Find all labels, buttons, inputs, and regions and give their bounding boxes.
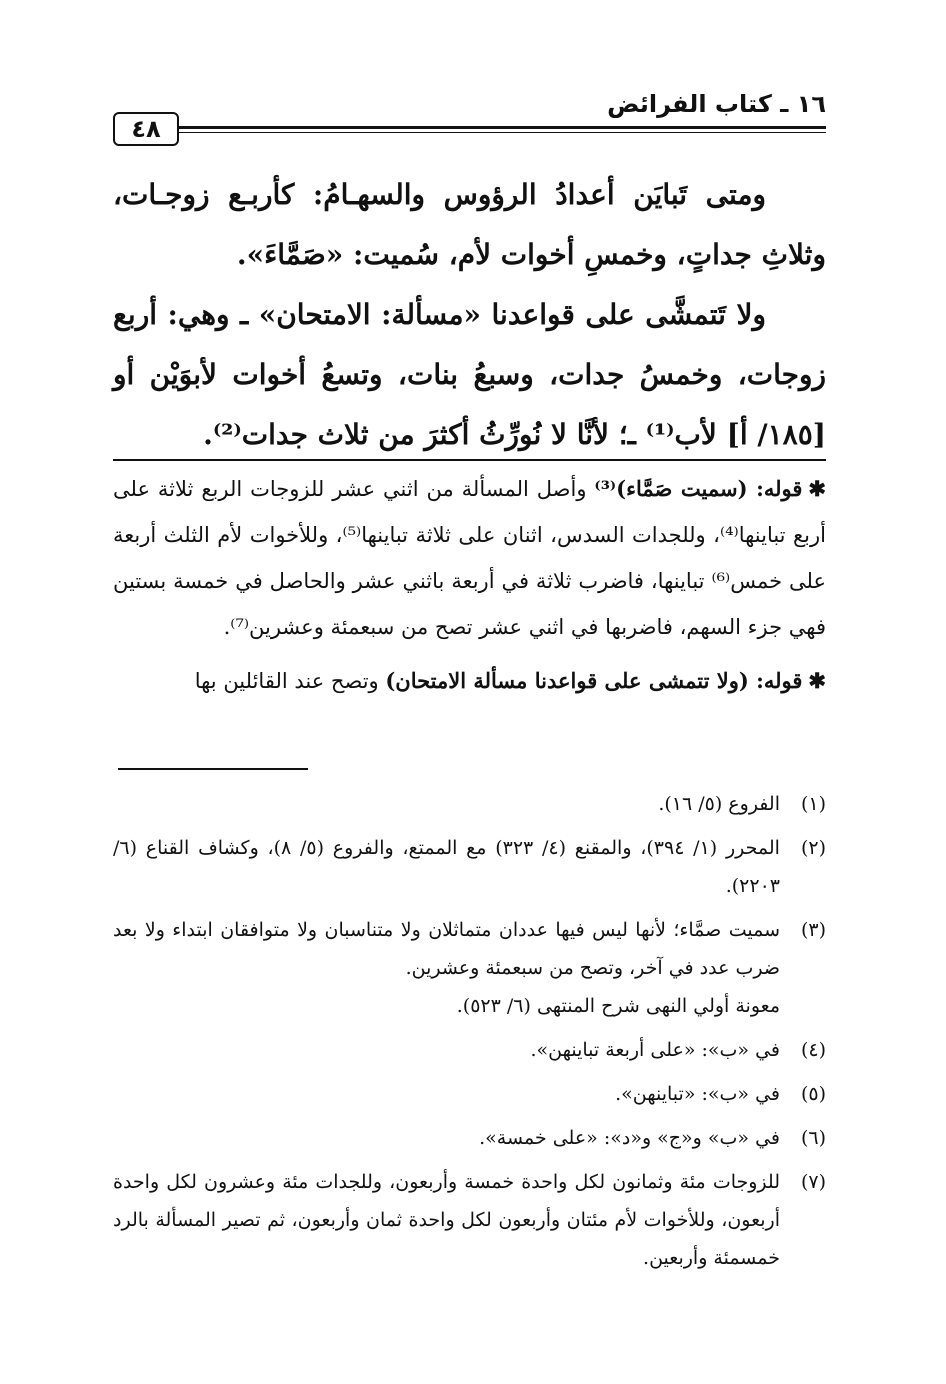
commentary-paragraph bbox=[113, 658, 826, 704]
footnote-number: (٦) bbox=[800, 1127, 826, 1149]
commentary-paragraph bbox=[113, 466, 826, 650]
page-header bbox=[113, 78, 826, 148]
page-number: ٤٨ bbox=[113, 112, 179, 146]
footnote-number: (٥) bbox=[800, 1083, 826, 1105]
commentary-text: وتصح عند القائلين بها bbox=[194, 669, 386, 693]
footnote-text: في «ب» و«ج» و«د»: «على خمسة». bbox=[479, 1127, 780, 1149]
commentary bbox=[113, 466, 826, 712]
commentary-text: وأصل المسألة من اثني عشر للزوجات الربع ثلاثة على أربع تباينها⁽⁴⁾، وللجدات السدس، اثنان على ثلاثة تباينها⁽⁵⁾، وللأخوات لأم الثلث أربعة على خمس⁽⁶⁾ تباينها، فاضرب ثلاثة في أربعة باثني عشر والحاصل في خمسة بستين فهي جزء السهم، فاضربها في اثني عشر تصح من سبعمئة وعشرين⁽⁷⁾. bbox=[113, 477, 827, 639]
footnote-number: (١) bbox=[800, 793, 826, 815]
footnote-text: الفروع (٥/ ١٦). bbox=[658, 793, 780, 815]
footnote bbox=[113, 1119, 826, 1157]
footnote-text: المحرر (١/ ٣٩٤)، والمقنع (٤/ ٣٢٣) مع الممتع، والفروع (٥/ ٨)، وكشاف القناع (٦/ ٢٢٠٣). bbox=[113, 837, 780, 897]
commentary-lead: قوله: (سميت صَمَّاء)⁽³⁾ bbox=[594, 476, 803, 501]
commentary-lead: قوله: (ولا تتمشى على قواعدنا مسألة الامتحان) bbox=[385, 668, 803, 693]
footnote-rule bbox=[118, 768, 308, 770]
footnote bbox=[113, 1163, 826, 1277]
footnote bbox=[113, 1075, 826, 1113]
footnote-text: للزوجات مئة وثمانون لكل واحدة خمسة وأربعون، وللجدات مئة وعشرون لكل واحدة أربعون، وللأخوات لأم مئتان وأربعون لكل واحدة ثمان وأربعون، ثم تصير المسألة بالرد خمسمئة وأربعين. bbox=[113, 1171, 780, 1269]
footnote-number: (٧) bbox=[800, 1171, 826, 1193]
asterisk-icon: ✱ bbox=[808, 476, 827, 501]
footnote bbox=[113, 1031, 826, 1069]
running-title: ١٦ ـ كتاب الفرائض bbox=[607, 90, 826, 118]
footnote bbox=[113, 785, 826, 823]
footnotes bbox=[113, 785, 826, 1283]
footnote-number: (٤) bbox=[800, 1039, 826, 1061]
footnote-number: (٢) bbox=[800, 837, 826, 859]
main-paragraph: ولا تَتمشَّى على قواعدنا «مسألة: الامتحان» ـ وهي: أربع زوجات، وخمسُ جدات، وسبعُ بنات، وتسعُ أخوات لأبوَيْن أو [١٨٥/ أ] لأب⁽¹⁾ ـ؛ لأنَّا لا نُورِّثُ أكثرَ من ثلاث جدات⁽²⁾. bbox=[113, 298, 826, 451]
footnote-source: معونة أولي النهى شرح المنتهى (٦/ ٥٢٣). bbox=[456, 995, 780, 1017]
footnote-text: في «ب»: «على أربعة تباينهن». bbox=[530, 1039, 780, 1061]
section-divider bbox=[113, 459, 826, 461]
footnote bbox=[113, 829, 826, 905]
footnote bbox=[113, 911, 826, 1025]
header-rule bbox=[113, 126, 826, 133]
asterisk-icon: ✱ bbox=[808, 668, 826, 693]
main-text bbox=[113, 165, 826, 465]
main-paragraph: ومتى تَبايَن أعدادُ الرؤوس والسهـامُ: كأربـع زوجـات، وثلاثِ جداتٍ، وخمسِ أخوات لأم، سُميت: «صَمَّاءَ». bbox=[113, 178, 826, 271]
footnote-text: في «ب»: «تباينهن». bbox=[615, 1083, 780, 1105]
footnote-number: (٣) bbox=[800, 919, 826, 941]
footnote-text: سميت صمَّاء؛ لأنها ليس فيها عددان متماثلان ولا متناسبان ولا متوافقان ابتداء ولا بعد ضرب عدد في آخر، وتصح من سبعمئة وعشرين. bbox=[113, 919, 780, 979]
